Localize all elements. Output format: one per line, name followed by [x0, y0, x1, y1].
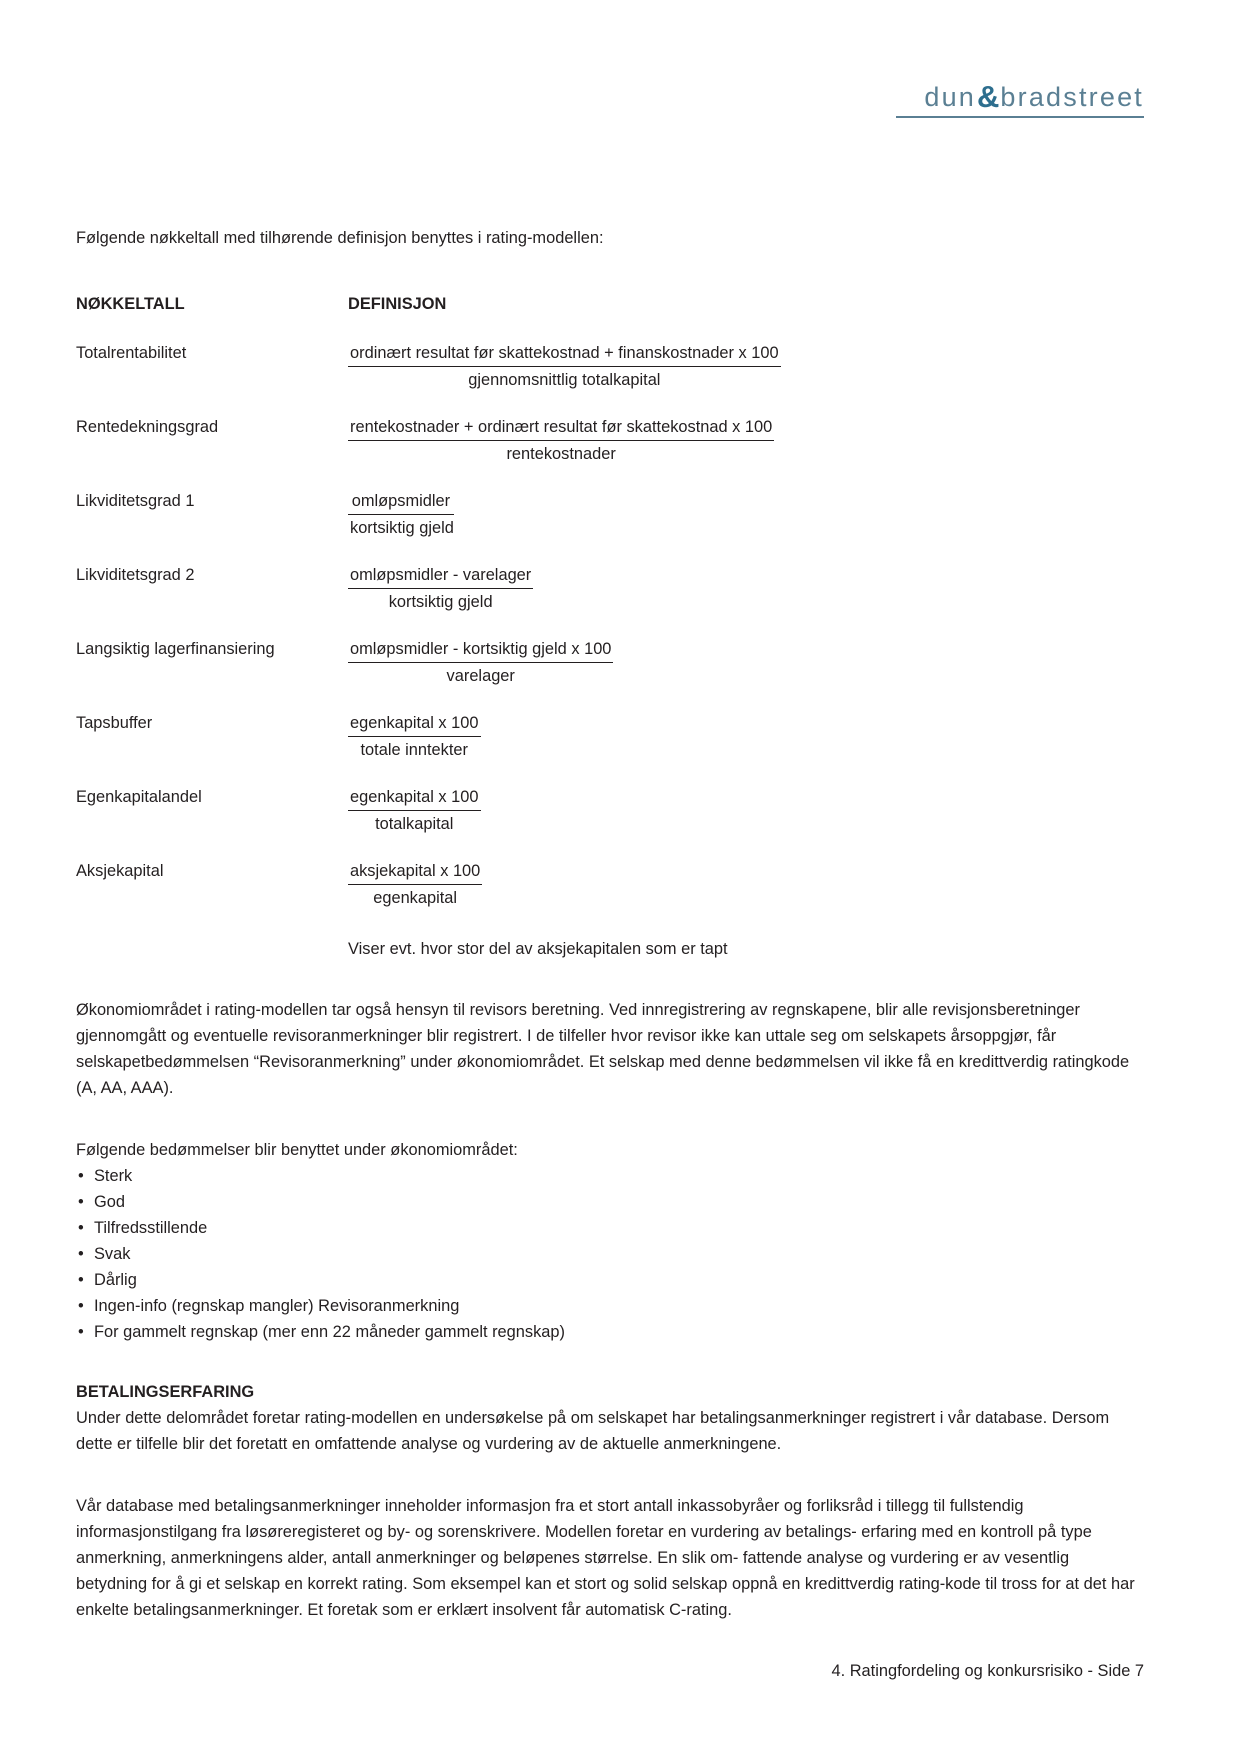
- formula-numerator: omløpsmidler - varelager: [348, 564, 533, 589]
- formula-fraction: [348, 416, 774, 466]
- kpi-definition: [348, 490, 1136, 564]
- kpi-name: Aksjekapital: [76, 862, 164, 880]
- formula-numerator: egenkapital x 100: [348, 712, 481, 737]
- table-head: [76, 295, 1136, 342]
- list-item: • Svak: [76, 1241, 1136, 1267]
- kpi-definition: [348, 564, 1136, 638]
- table-row: [76, 712, 1136, 786]
- table-row: [76, 860, 1136, 934]
- column-header-key-figure: NØKKELTALL: [76, 295, 185, 313]
- formula-fraction: [348, 490, 454, 540]
- kpi-name: Egenkapitalandel: [76, 788, 202, 806]
- formula-denominator: totalkapital: [375, 815, 454, 833]
- kpi-name: Likviditetsgrad 2: [76, 566, 195, 584]
- table-note-row: [76, 934, 1136, 961]
- kpi-name: Tapsbuffer: [76, 714, 153, 732]
- note-spacer: [76, 934, 348, 961]
- kpi-name: Langsiktig lagerfinansiering: [76, 640, 275, 658]
- table-row: [76, 342, 1136, 416]
- payment-paragraph-1: Under dette delområdet foretar rating-modellen en undersøkelse på om selskapet har betalingsanmerkninger registrert i vår database. Dersom dette er tilfelle blir det foretatt en omfattende analyse og vurdering av de aktuelle anmerkningene.: [76, 1409, 1110, 1453]
- assessments-list: [76, 1163, 1136, 1345]
- formula-numerator: omløpsmidler: [348, 490, 454, 515]
- table-row: [76, 564, 1136, 638]
- logo-word-bradstreet: bradstreet: [1000, 82, 1144, 112]
- table-note: Viser evt. hvor stor del av aksjekapitalen som er tapt: [348, 940, 728, 958]
- formula-denominator: kortsiktig gjeld: [350, 519, 454, 537]
- kpi-name: Rentedekningsgrad: [76, 418, 219, 436]
- intro-paragraph: Følgende nøkkeltall med tilhørende definisjon benyttes i rating-modellen:: [76, 229, 604, 247]
- kpi-definition: [348, 786, 1136, 860]
- formula-numerator: egenkapital x 100: [348, 786, 481, 811]
- table-row: [76, 638, 1136, 712]
- logo-underline-divider: [896, 116, 1144, 118]
- formula-fraction: [348, 342, 781, 392]
- list-item: • Ingen-info (regnskap mangler) Revisoranmerkning: [76, 1293, 1136, 1319]
- table-row: [76, 786, 1136, 860]
- kpi-definition: [348, 342, 1136, 416]
- formula-numerator: ordinært resultat før skattekostnad + finanskostnader x 100: [348, 342, 781, 367]
- formula-fraction: [348, 638, 613, 688]
- formula-numerator: omløpsmidler - kortsiktig gjeld x 100: [348, 638, 613, 663]
- table-row: [76, 490, 1136, 564]
- logo-ampersand-icon: &: [977, 79, 1000, 114]
- document-content: [76, 225, 1136, 1623]
- formula-denominator: varelager: [446, 667, 515, 685]
- kpi-definition: [348, 416, 1136, 490]
- column-header-definition: DEFINISJON: [348, 295, 447, 313]
- formula-fraction: [348, 712, 481, 762]
- list-item: • Tilfredsstillende: [76, 1215, 1136, 1241]
- economy-paragraph: Økonomiområdet i rating-modellen tar også hensyn til revisors beretning. Ved innregistrering av regnskapene, blir alle revisjonsberetninger gjennomgått og eventuelle revisoranmerkninger blir registrert. I de tilfeller hvor revisor ikke kan uttale seg om selskapets årsoppgjør, får selskapetbedømmelsen “Revisoranmerkning” under økonomiområdet. Et selskap med denne bedømmelsen vil ikke få en kredittverdig ratingkode (A, AA, AAA).: [76, 1001, 1130, 1097]
- key-figures-table: [76, 295, 1136, 961]
- formula-numerator: rentekostnader + ordinært resultat før skattekostnad x 100: [348, 416, 774, 441]
- table-header-row: [76, 295, 1136, 342]
- list-item: • God: [76, 1189, 1136, 1215]
- formula-fraction: [348, 786, 481, 836]
- formula-denominator: rentekostnader: [506, 445, 616, 463]
- list-item: • Sterk: [76, 1163, 1136, 1189]
- formula-denominator: gjennomsnittlig totalkapital: [468, 371, 661, 389]
- kpi-definition: [348, 860, 1136, 934]
- assessments-intro: Følgende bedømmelser blir benyttet under økonomiområdet:: [76, 1141, 518, 1159]
- formula-fraction: [348, 564, 533, 614]
- payment-paragraph-2: Vår database med betalingsanmerkninger inneholder informasjon fra et stort antall inkassobyråer og forliksråd i tillegg til fullstendig informasjonstilgang fra løsøreregisteret og by- og sorenskrivere. Modellen foretar en vurdering av betalings- erfaring med en kontroll på type anmerkning, anmerkningens alder, antall anmerkninger og beløpenes størrelse. En slik om- fattende analyse og vurdering er av vesentlig betydning for å gi et selskap en korrekt rating. Som eksempel kan et stort og solid selskap oppnå en kredittverdig rating-kode til tross for at det har enkelte betalingsanmerkninger. Et foretak som er erklært insolvent får automatisk C-rating.: [76, 1497, 1135, 1619]
- kpi-definition: [348, 638, 1136, 712]
- formula-fraction: [348, 860, 482, 910]
- page-footer: 4. Ratingfordeling og konkursrisiko - Side 7: [831, 1662, 1144, 1680]
- kpi-definition: [348, 712, 1136, 786]
- payment-section-title: BETALINGSERFARING: [76, 1383, 255, 1401]
- kpi-name: Totalrentabilitet: [76, 344, 187, 362]
- formula-denominator: totale inntekter: [360, 741, 468, 759]
- table-body: [76, 342, 1136, 961]
- formula-denominator: kortsiktig gjeld: [388, 593, 493, 611]
- list-item: • Dårlig: [76, 1267, 1136, 1293]
- dun-bradstreet-logo: [924, 78, 1144, 114]
- logo-word-dun: dun: [924, 82, 977, 112]
- formula-numerator: aksjekapital x 100: [348, 860, 482, 885]
- table-row: [76, 416, 1136, 490]
- kpi-name: Likviditetsgrad 1: [76, 492, 195, 510]
- list-item: • For gammelt regnskap (mer enn 22 måneder gammelt regnskap): [76, 1319, 1136, 1345]
- formula-denominator: egenkapital: [373, 889, 458, 907]
